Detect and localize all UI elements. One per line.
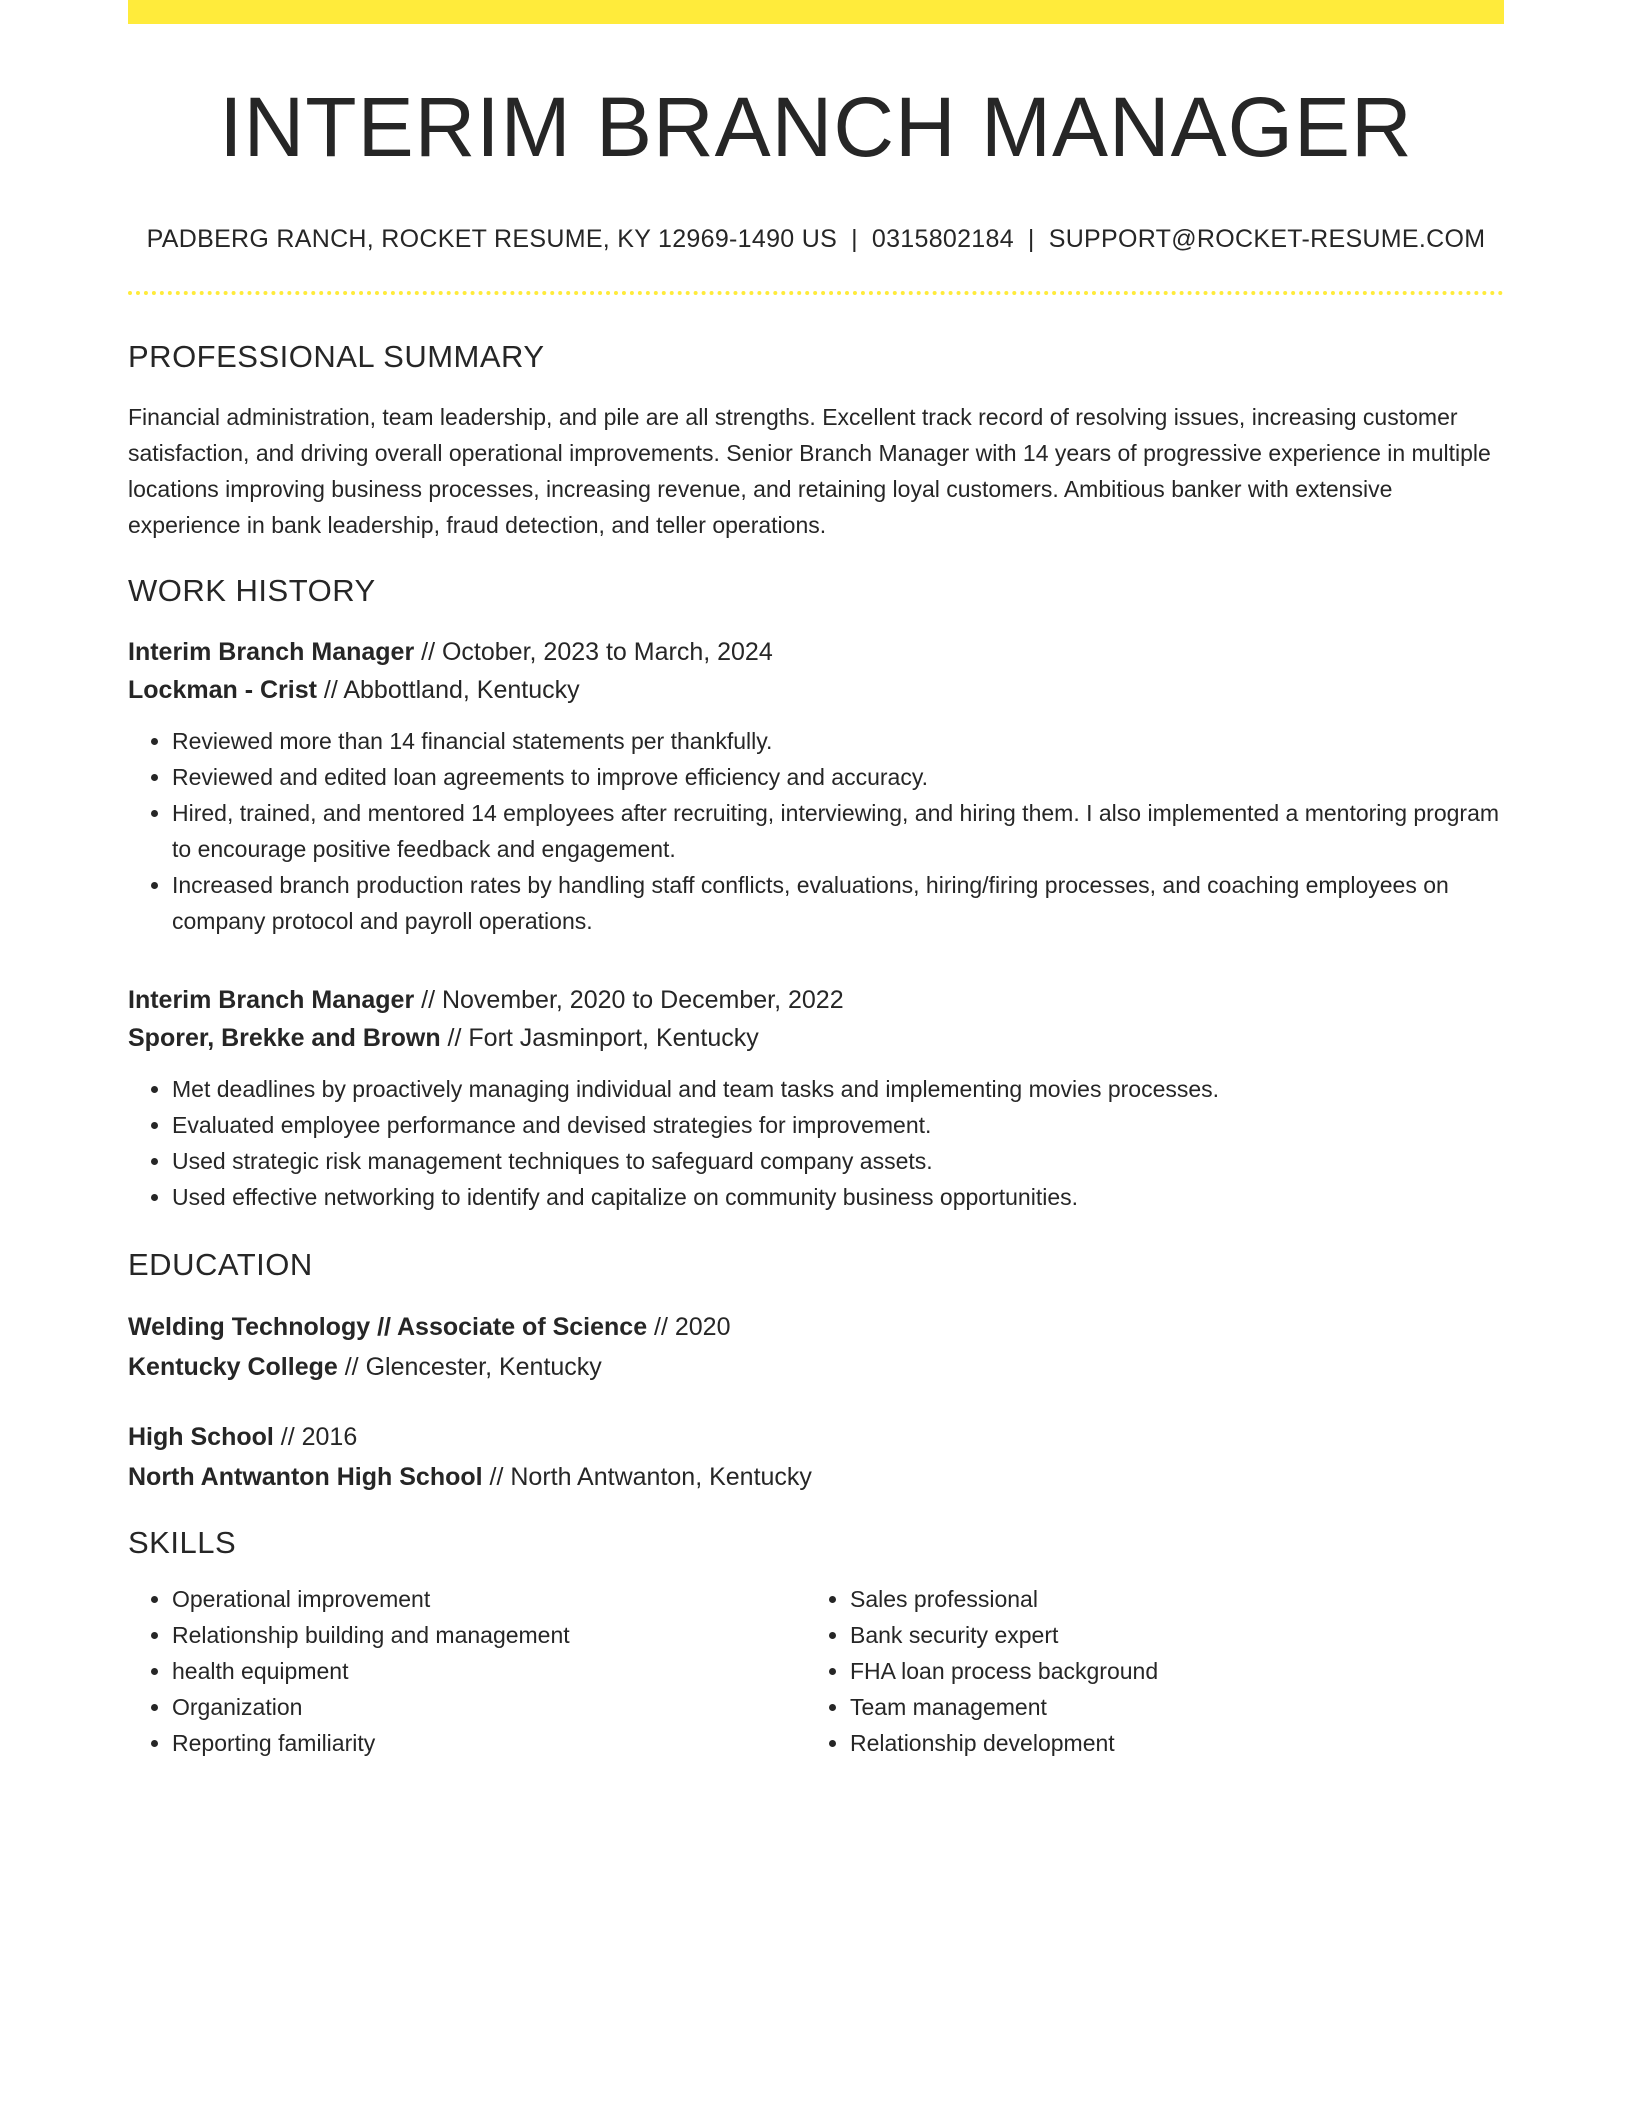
education-school: North Antwanton High School — [128, 1463, 483, 1492]
job-role: Interim Branch Manager — [128, 638, 415, 667]
contact-separator: | — [851, 225, 858, 254]
skill-item: • health equipment — [172, 1653, 806, 1689]
skill-item: • Relationship building and management — [172, 1617, 806, 1653]
job-bullet: • Reviewed more than 14 financial statements per thankfully. — [172, 723, 1504, 759]
skills-column-left — [128, 1581, 806, 1761]
resume-name: INTERIM BRANCH MANAGER — [219, 80, 1413, 174]
education-degree-line — [128, 1307, 1504, 1347]
job-role: Interim Branch Manager — [128, 986, 415, 1015]
top-accent-bar — [128, 0, 1504, 24]
job-title-line — [128, 981, 1504, 1019]
skill-item: • FHA loan process background — [850, 1653, 1484, 1689]
job-bullet: • Met deadlines by proactively managing individual and team tasks and implementing movies processes. — [172, 1071, 1504, 1107]
contact-address: PADBERG RANCH, ROCKET RESUME, KY 12969-1490 US — [146, 225, 838, 254]
education-year: // 2016 — [273, 1423, 358, 1452]
job-dates: // October, 2023 to March, 2024 — [414, 638, 773, 667]
job-bullet: • Increased branch production rates by handling staff conflicts, evaluations, hiring/firing processes, and coaching employees on company protocol and payroll operations. — [172, 867, 1504, 939]
work-history-heading: WORK HISTORY — [128, 573, 376, 609]
dotted-divider — [128, 291, 1504, 295]
skills-column-right — [806, 1581, 1484, 1761]
skills-list — [128, 1581, 1504, 1761]
skill-item: • Bank security expert — [850, 1617, 1484, 1653]
contact-phone: 0315802184 — [871, 225, 1014, 254]
job-bullets — [128, 1071, 1504, 1215]
job-company: Sporer, Brekke and Brown — [128, 1024, 441, 1053]
job-dates: // November, 2020 to December, 2022 — [414, 986, 844, 1015]
skill-item: • Operational improvement — [172, 1581, 806, 1617]
job-location: // Fort Jasminport, Kentucky — [440, 1024, 759, 1053]
job-bullet: • Evaluated employee performance and devised strategies for improvement. — [172, 1107, 1504, 1143]
education-location: // North Antwanton, Kentucky — [482, 1463, 812, 1492]
job-bullet: • Used effective networking to identify and capitalize on community business opportunities. — [172, 1179, 1504, 1215]
education-school-line — [128, 1457, 1504, 1497]
skill-item: • Team management — [850, 1689, 1484, 1725]
skill-item: • Relationship development — [850, 1725, 1484, 1761]
job-bullet: • Reviewed and edited loan agreements to improve efficiency and accuracy. — [172, 759, 1504, 795]
skills-heading: SKILLS — [128, 1525, 237, 1561]
education-degree: Welding Technology // Associate of Science — [128, 1313, 648, 1342]
job-company: Lockman - Crist — [128, 676, 317, 705]
job-title-line — [128, 633, 1504, 671]
contact-email: SUPPORT@ROCKET-RESUME.COM — [1048, 225, 1486, 254]
contact-line — [128, 225, 1504, 254]
skill-item: • Sales professional — [850, 1581, 1484, 1617]
job-bullet: • Hired, trained, and mentored 14 employees after recruiting, interviewing, and hiring them. I also implemented a mentoring program to encourage positive feedback and engagement. — [172, 795, 1504, 867]
resume-page — [128, 0, 1504, 1761]
education-year: // 2020 — [647, 1313, 731, 1342]
skill-item: • Organization — [172, 1689, 806, 1725]
contact-separator: | — [1027, 225, 1035, 254]
job-company-line — [128, 671, 1504, 709]
skill-item: • Reporting familiarity — [172, 1725, 806, 1761]
education-heading: EDUCATION — [128, 1247, 313, 1283]
education-degree: High School — [128, 1423, 274, 1452]
summary-text: Financial administration, team leadership, and pile are all strengths. Excellent track record of resolving issues, increasing customer satisfaction, and driving overall operational improvements. Senior Branch Manager with 14 years of progressive experience in multiple locations improving business processes, increasing revenue, and retaining loyal customers. Ambitious banker with extensive experience in bank leadership, fraud detection, and teller operations. — [128, 404, 1491, 539]
education-location: // Glencester, Kentucky — [337, 1353, 602, 1382]
job-entry — [128, 633, 1504, 939]
job-entry — [128, 981, 1504, 1215]
education-entry — [128, 1307, 1504, 1387]
job-company-line — [128, 1019, 1504, 1057]
job-location: // Abbottland, Kentucky — [316, 676, 580, 705]
job-bullets — [128, 723, 1504, 939]
summary-heading: PROFESSIONAL SUMMARY — [128, 339, 545, 375]
education-school: Kentucky College — [128, 1353, 338, 1382]
education-school-line — [128, 1347, 1504, 1387]
job-bullet: • Used strategic risk management techniques to safeguard company assets. — [172, 1143, 1504, 1179]
education-degree-line — [128, 1417, 1504, 1457]
education-entry — [128, 1417, 1504, 1497]
